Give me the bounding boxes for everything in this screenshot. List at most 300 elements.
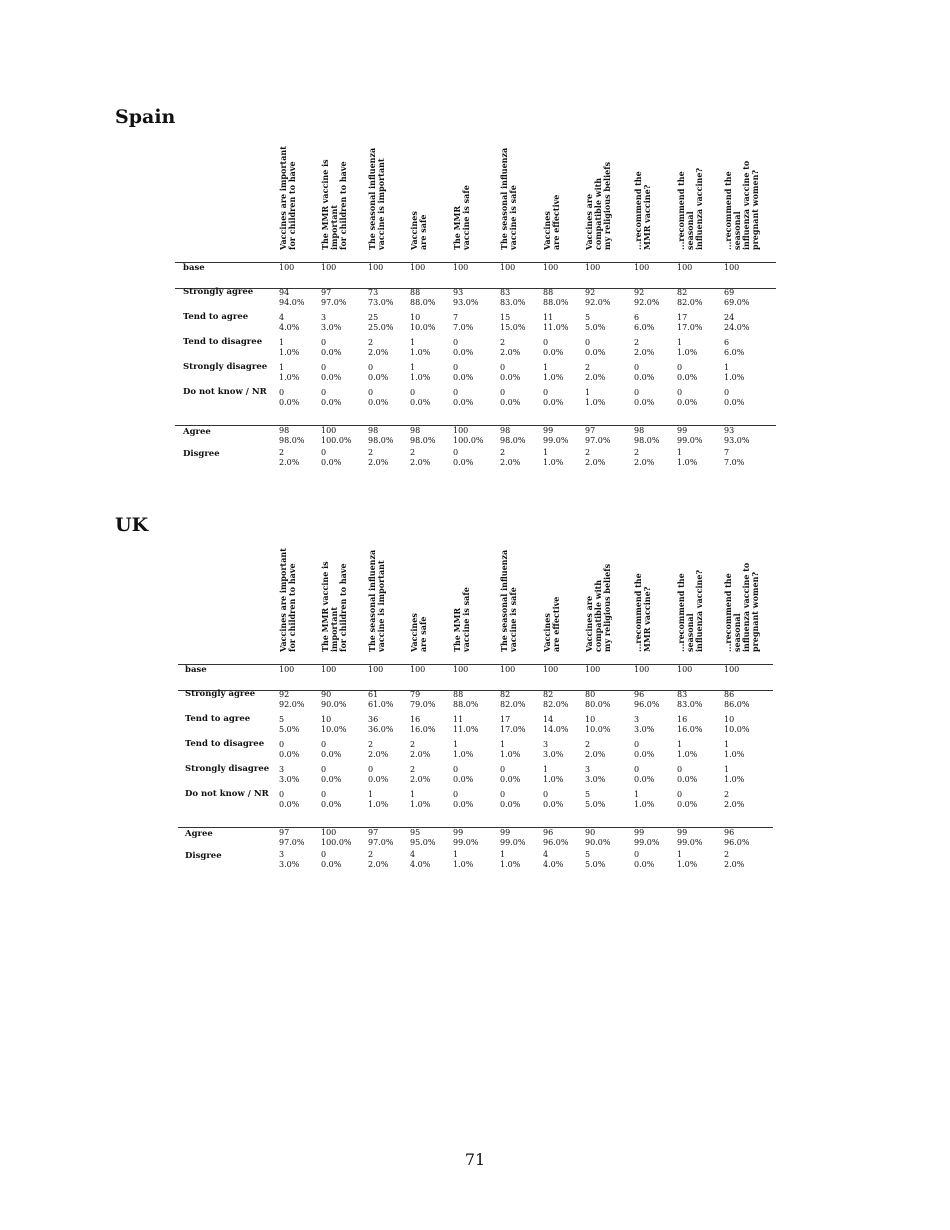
summary-count-cell: 98 [368, 426, 379, 435]
summary-count-cell: 98 [500, 426, 511, 435]
percent-cell: 17.0% [500, 725, 526, 734]
percent-cell: 4.0% [279, 323, 300, 332]
percent-cell: 0.0% [279, 800, 300, 809]
row-label: Tend to disagree [185, 739, 265, 749]
count-cell: 10 [410, 313, 421, 322]
summary-percent-cell: 1.0% [677, 458, 698, 467]
summary-percent-cell: 97.0% [368, 838, 394, 847]
count-cell: 92 [279, 690, 290, 699]
count-cell: 0 [500, 765, 506, 774]
count-cell: 14 [543, 715, 554, 724]
column-header: ...recommend the MMR vaccine? [633, 573, 652, 652]
percent-cell: 0.0% [453, 800, 474, 809]
count-cell: 88 [453, 690, 464, 699]
summary-percent-cell: 2.0% [724, 860, 745, 869]
summary-count-cell: 1 [543, 448, 549, 457]
count-cell: 0 [279, 388, 285, 397]
percent-cell: 1.0% [453, 750, 474, 759]
summary-count-cell: 2 [634, 448, 640, 457]
base-cell: 100 [279, 263, 295, 272]
count-cell: 0 [321, 388, 327, 397]
percent-cell: 0.0% [453, 775, 474, 784]
summary-count-cell: 99 [677, 426, 688, 435]
percent-cell: 1.0% [279, 348, 300, 357]
percent-cell: 2.0% [500, 348, 521, 357]
count-cell: 0 [453, 338, 459, 347]
column-header: Vaccines are important for children to have [278, 146, 297, 250]
summary-count-cell: 99 [453, 828, 464, 837]
count-cell: 0 [634, 363, 640, 372]
percent-cell: 96.0% [634, 700, 660, 709]
percent-cell: 1.0% [410, 373, 431, 382]
percent-cell: 92.0% [634, 298, 660, 307]
summary-count-cell: 2 [724, 850, 730, 859]
count-cell: 1 [724, 740, 730, 749]
percent-cell: 1.0% [279, 373, 300, 382]
percent-cell: 83.0% [677, 700, 703, 709]
base-cell: 100 [677, 263, 693, 272]
summary-count-cell: 1 [500, 850, 506, 859]
percent-cell: 1.0% [724, 775, 745, 784]
summary-percent-cell: 3.0% [279, 860, 300, 869]
base-cell: 100 [585, 263, 601, 272]
summary-percent-cell: 99.0% [677, 838, 703, 847]
summary-count-cell: 100 [321, 828, 337, 837]
count-cell: 0 [677, 363, 683, 372]
percent-cell: 2.0% [634, 348, 655, 357]
percent-cell: 2.0% [585, 373, 606, 382]
summary-percent-cell: 100.0% [321, 838, 352, 847]
percent-cell: 0.0% [321, 348, 342, 357]
count-cell: 1 [453, 740, 459, 749]
base-cell: 100 [677, 665, 693, 674]
percent-cell: 0.0% [543, 348, 564, 357]
count-cell: 94 [279, 288, 290, 297]
summary-count-cell: 97 [585, 426, 596, 435]
count-cell: 90 [321, 690, 332, 699]
percent-cell: 0.0% [453, 398, 474, 407]
count-cell: 1 [724, 765, 730, 774]
percent-cell: 0.0% [634, 775, 655, 784]
count-cell: 4 [279, 313, 285, 322]
summary-count-cell: 2 [368, 448, 374, 457]
summary-percent-cell: 1.0% [453, 860, 474, 869]
percent-cell: 2.0% [410, 750, 431, 759]
summary-percent-cell: 5.0% [585, 860, 606, 869]
percent-cell: 0.0% [453, 348, 474, 357]
count-cell: 0 [453, 388, 459, 397]
column-header: Vaccines are safe [409, 211, 428, 250]
column-header: Vaccines are safe [409, 613, 428, 652]
percent-cell: 79.0% [410, 700, 436, 709]
summary-percent-cell: 7.0% [724, 458, 745, 467]
percent-cell: 10.0% [321, 725, 347, 734]
percent-cell: 25.0% [368, 323, 394, 332]
percent-cell: 82.0% [543, 700, 569, 709]
percent-cell: 0.0% [585, 348, 606, 357]
summary-percent-cell: 0.0% [634, 860, 655, 869]
count-cell: 2 [410, 765, 416, 774]
base-cell: 100 [321, 665, 337, 674]
count-cell: 0 [543, 388, 549, 397]
row-label: Tend to disagree [183, 337, 263, 347]
percent-cell: 0.0% [543, 398, 564, 407]
percent-cell: 6.0% [634, 323, 655, 332]
summary-count-cell: 2 [410, 448, 416, 457]
summary-percent-cell: 99.0% [453, 838, 479, 847]
count-cell: 25 [368, 313, 379, 322]
summary-count-cell: 90 [585, 828, 596, 837]
summary-count-cell: 98 [634, 426, 645, 435]
count-cell: 73 [368, 288, 379, 297]
percent-cell: 0.0% [368, 775, 389, 784]
summary-percent-cell: 99.0% [500, 838, 526, 847]
summary-count-cell: 2 [585, 448, 591, 457]
percent-cell: 3.0% [321, 323, 342, 332]
count-cell: 0 [453, 790, 459, 799]
base-cell: 100 [410, 263, 426, 272]
summary-percent-cell: 99.0% [543, 436, 569, 445]
summary-count-cell: 7 [724, 448, 730, 457]
column-header: ...recommend the seasonal influenza vaccine to pregnant women? [723, 160, 760, 250]
percent-cell: 10.0% [724, 725, 750, 734]
row-label: Strongly disagree [185, 764, 270, 774]
summary-count-cell: 3 [279, 850, 285, 859]
count-cell: 80 [585, 690, 596, 699]
summary-count-cell: 100 [453, 426, 469, 435]
summary-percent-cell: 1.0% [677, 860, 698, 869]
column-header: The seasonal influenza vaccine is safe [499, 147, 518, 250]
percent-cell: 5.0% [585, 800, 606, 809]
count-cell: 97 [321, 288, 332, 297]
count-cell: 79 [410, 690, 421, 699]
summary-count-cell: 100 [321, 426, 337, 435]
count-cell: 0 [321, 765, 327, 774]
base-cell: 100 [410, 665, 426, 674]
percent-cell: 0.0% [500, 373, 521, 382]
column-header: ...recommend the seasonal influenza vaccine? [676, 167, 704, 250]
count-cell: 3 [585, 765, 591, 774]
summary-percent-cell: 99.0% [634, 838, 660, 847]
percent-cell: 0.0% [321, 398, 342, 407]
summary-percent-cell: 0.0% [321, 458, 342, 467]
count-cell: 5 [585, 790, 591, 799]
count-cell: 16 [677, 715, 688, 724]
percent-cell: 0.0% [500, 775, 521, 784]
count-cell: 0 [634, 388, 640, 397]
summary-label: Disgree [183, 449, 220, 459]
percent-cell: 1.0% [543, 373, 564, 382]
summary-percent-cell: 2.0% [634, 458, 655, 467]
percent-cell: 6.0% [724, 348, 745, 357]
count-cell: 11 [453, 715, 464, 724]
section-title-uk: UK [115, 514, 149, 536]
row-label-base: base [183, 263, 205, 273]
percent-cell: 0.0% [677, 373, 698, 382]
summary-percent-cell: 99.0% [677, 436, 703, 445]
count-cell: 24 [724, 313, 735, 322]
summary-percent-cell: 2.0% [368, 860, 389, 869]
summary-count-cell: 0 [321, 850, 327, 859]
percent-cell: 1.0% [410, 348, 431, 357]
summary-percent-cell: 93.0% [724, 436, 750, 445]
percent-cell: 0.0% [677, 800, 698, 809]
row-label: Tend to agree [183, 312, 249, 322]
percent-cell: 1.0% [677, 348, 698, 357]
percent-cell: 61.0% [368, 700, 394, 709]
count-cell: 83 [677, 690, 688, 699]
summary-percent-cell: 2.0% [500, 458, 521, 467]
count-cell: 0 [368, 388, 374, 397]
percent-cell: 0.0% [724, 398, 745, 407]
summary-count-cell: 99 [500, 828, 511, 837]
count-cell: 11 [543, 313, 554, 322]
base-cell: 100 [453, 263, 469, 272]
summary-label: Agree [185, 829, 213, 839]
count-cell: 0 [677, 765, 683, 774]
percent-cell: 2.0% [368, 348, 389, 357]
row-label: Tend to agree [185, 714, 251, 724]
column-header: The MMR vaccine is important for children to have [320, 561, 348, 652]
count-cell: 1 [410, 338, 416, 347]
count-cell: 0 [410, 388, 416, 397]
count-cell: 1 [585, 388, 591, 397]
percent-cell: 0.0% [321, 750, 342, 759]
percent-cell: 36.0% [368, 725, 394, 734]
summary-percent-cell: 2.0% [279, 458, 300, 467]
base-cell: 100 [724, 665, 740, 674]
base-cell: 100 [724, 263, 740, 272]
percent-cell: 1.0% [410, 800, 431, 809]
count-cell: 82 [543, 690, 554, 699]
summary-count-cell: 96 [543, 828, 554, 837]
count-cell: 2 [724, 790, 730, 799]
percent-cell: 92.0% [585, 298, 611, 307]
column-header: Vaccines are compatible with my religious beliefs [584, 161, 612, 250]
summary-count-cell: 97 [368, 828, 379, 837]
summary-percent-cell: 100.0% [453, 436, 484, 445]
percent-cell: 10.0% [585, 725, 611, 734]
count-cell: 0 [634, 765, 640, 774]
count-cell: 17 [677, 313, 688, 322]
summary-percent-cell: 95.0% [410, 838, 436, 847]
count-cell: 5 [585, 313, 591, 322]
summary-percent-cell: 98.0% [368, 436, 394, 445]
summary-percent-cell: 2.0% [585, 458, 606, 467]
summary-count-cell: 1 [453, 850, 459, 859]
percent-cell: 2.0% [585, 750, 606, 759]
percent-cell: 3.0% [279, 775, 300, 784]
percent-cell: 0.0% [677, 775, 698, 784]
percent-cell: 0.0% [368, 398, 389, 407]
count-cell: 61 [368, 690, 379, 699]
count-cell: 0 [724, 388, 730, 397]
row-label: Strongly agree [185, 689, 256, 699]
summary-count-cell: 99 [634, 828, 645, 837]
count-cell: 6 [634, 313, 640, 322]
column-header: The MMR vaccine is safe [452, 587, 471, 652]
count-cell: 0 [279, 740, 285, 749]
summary-count-cell: 95 [410, 828, 421, 837]
count-cell: 0 [500, 363, 506, 372]
count-cell: 0 [543, 790, 549, 799]
percent-cell: 88.0% [543, 298, 569, 307]
percent-cell: 11.0% [453, 725, 479, 734]
percent-cell: 0.0% [279, 750, 300, 759]
percent-cell: 0.0% [279, 398, 300, 407]
count-cell: 0 [677, 388, 683, 397]
count-cell: 0 [453, 765, 459, 774]
base-cell: 100 [279, 665, 295, 674]
summary-percent-cell: 0.0% [453, 458, 474, 467]
row-label: Strongly disagree [183, 362, 268, 372]
percent-cell: 11.0% [543, 323, 569, 332]
count-cell: 69 [724, 288, 735, 297]
percent-cell: 1.0% [677, 750, 698, 759]
count-cell: 10 [321, 715, 332, 724]
count-cell: 83 [500, 288, 511, 297]
percent-cell: 1.0% [500, 750, 521, 759]
percent-cell: 16.0% [410, 725, 436, 734]
summary-label: Disgree [185, 851, 222, 861]
count-cell: 0 [453, 363, 459, 372]
count-cell: 92 [585, 288, 596, 297]
count-cell: 0 [321, 740, 327, 749]
column-header: ...recommend the seasonal influenza vaccine? [676, 569, 704, 652]
row-label: Do not know / NR [185, 789, 269, 799]
percent-cell: 97.0% [321, 298, 347, 307]
count-cell: 1 [677, 338, 683, 347]
column-header: Vaccines are effective [542, 194, 561, 250]
count-cell: 0 [543, 338, 549, 347]
count-cell: 0 [677, 790, 683, 799]
summary-count-cell: 4 [410, 850, 416, 859]
count-cell: 0 [585, 338, 591, 347]
count-cell: 6 [724, 338, 730, 347]
count-cell: 0 [279, 790, 285, 799]
count-cell: 1 [410, 363, 416, 372]
column-header: The MMR vaccine is safe [452, 185, 471, 250]
count-cell: 3 [321, 313, 327, 322]
percent-cell: 0.0% [634, 398, 655, 407]
summary-percent-cell: 4.0% [410, 860, 431, 869]
percent-cell: 83.0% [500, 298, 526, 307]
percent-cell: 92.0% [279, 700, 305, 709]
count-cell: 0 [321, 363, 327, 372]
base-cell: 100 [634, 263, 650, 272]
percent-cell: 2.0% [410, 775, 431, 784]
percent-cell: 0.0% [543, 800, 564, 809]
base-cell: 100 [453, 665, 469, 674]
percent-cell: 88.0% [453, 700, 479, 709]
count-cell: 3 [279, 765, 285, 774]
summary-percent-cell: 90.0% [585, 838, 611, 847]
summary-count-cell: 5 [585, 850, 591, 859]
percent-cell: 0.0% [321, 373, 342, 382]
count-cell: 2 [585, 363, 591, 372]
column-header: The seasonal influenza vaccine is important [367, 147, 386, 250]
percent-cell: 1.0% [724, 373, 745, 382]
count-cell: 1 [543, 765, 549, 774]
summary-percent-cell: 98.0% [279, 436, 305, 445]
count-cell: 3 [634, 715, 640, 724]
percent-cell: 0.0% [321, 800, 342, 809]
summary-percent-cell: 97.0% [585, 436, 611, 445]
percent-cell: 3.0% [543, 750, 564, 759]
percent-cell: 0.0% [634, 750, 655, 759]
percent-cell: 0.0% [500, 800, 521, 809]
count-cell: 3 [543, 740, 549, 749]
count-cell: 15 [500, 313, 511, 322]
count-cell: 0 [321, 790, 327, 799]
percent-cell: 1.0% [543, 775, 564, 784]
percent-cell: 93.0% [453, 298, 479, 307]
percent-cell: 69.0% [724, 298, 750, 307]
count-cell: 1 [724, 363, 730, 372]
count-cell: 1 [543, 363, 549, 372]
summary-count-cell: 4 [543, 850, 549, 859]
percent-cell: 7.0% [453, 323, 474, 332]
section-title-spain: Spain [115, 106, 176, 128]
percent-cell: 5.0% [585, 323, 606, 332]
summary-count-cell: 97 [279, 828, 290, 837]
percent-cell: 1.0% [585, 398, 606, 407]
count-cell: 2 [368, 338, 374, 347]
base-cell: 100 [500, 263, 516, 272]
percent-cell: 80.0% [585, 700, 611, 709]
column-header: ...recommend the MMR vaccine? [633, 171, 652, 250]
count-cell: 10 [585, 715, 596, 724]
column-header: ...recommend the seasonal influenza vaccine to pregnant women? [723, 562, 760, 652]
percent-cell: 24.0% [724, 323, 750, 332]
percent-cell: 10.0% [410, 323, 436, 332]
column-header: Vaccines are compatible with my religious beliefs [584, 563, 612, 652]
percent-cell: 1.0% [724, 750, 745, 759]
percent-cell: 16.0% [677, 725, 703, 734]
summary-label: Agree [183, 427, 211, 437]
count-cell: 0 [368, 765, 374, 774]
percent-cell: 82.0% [500, 700, 526, 709]
summary-count-cell: 98 [279, 426, 290, 435]
count-cell: 2 [500, 338, 506, 347]
count-cell: 1 [279, 363, 285, 372]
percent-cell: 73.0% [368, 298, 394, 307]
percent-cell: 3.0% [585, 775, 606, 784]
base-cell: 100 [543, 263, 559, 272]
count-cell: 2 [585, 740, 591, 749]
row-label-base: base [185, 665, 207, 675]
summary-count-cell: 93 [724, 426, 735, 435]
percent-cell: 82.0% [677, 298, 703, 307]
count-cell: 10 [724, 715, 735, 724]
row-label: Do not know / NR [183, 387, 267, 397]
summary-percent-cell: 96.0% [543, 838, 569, 847]
summary-percent-cell: 2.0% [410, 458, 431, 467]
summary-percent-cell: 0.0% [321, 860, 342, 869]
count-cell: 92 [634, 288, 645, 297]
percent-cell: 0.0% [453, 373, 474, 382]
summary-count-cell: 0 [634, 850, 640, 859]
base-cell: 100 [585, 665, 601, 674]
summary-percent-cell: 98.0% [634, 436, 660, 445]
count-cell: 5 [279, 715, 285, 724]
count-cell: 82 [677, 288, 688, 297]
count-cell: 2 [634, 338, 640, 347]
row-label: Strongly agree [183, 287, 254, 297]
summary-percent-cell: 4.0% [543, 860, 564, 869]
count-cell: 96 [634, 690, 645, 699]
count-cell: 16 [410, 715, 421, 724]
